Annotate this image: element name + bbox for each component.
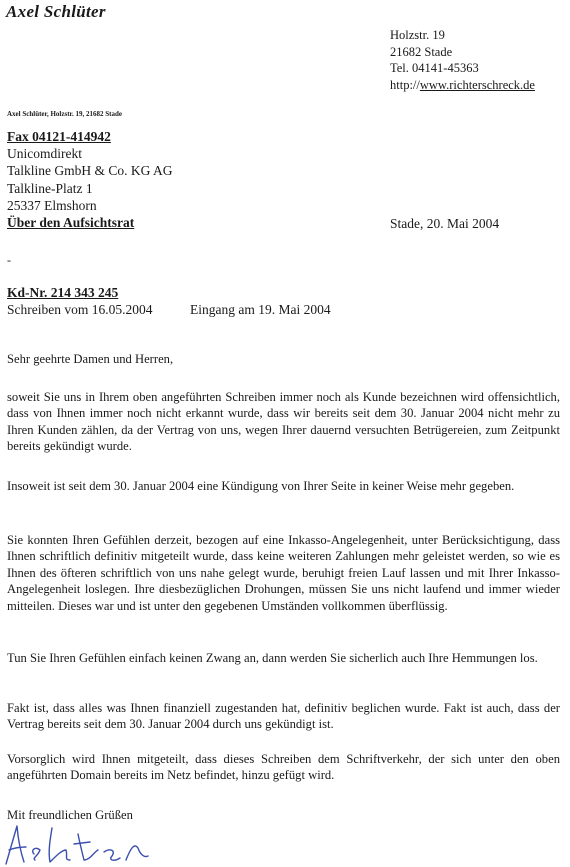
recipient-block (7, 128, 173, 231)
sender-name: Axel Schlüter (6, 2, 106, 21)
recipient-fax: Fax 04121-414942 (7, 129, 111, 144)
dash-mark: - (7, 253, 11, 267)
received-date: Eingang am 19. Mai 2004 (190, 302, 331, 317)
letter-of-date: Schreiben vom 16.05.2004 (7, 302, 153, 317)
body-paragraph: Fakt ist, dass alles was Ihnen finanziell zugestanden hat, definitiv beglichen wurde. Fakt ist auch, dass der Vertrag bereits seit dem 30. Januar 2004 durch uns gekündigt ist. (7, 701, 560, 732)
letter-date: Stade, 20. Mai 2004 (390, 216, 500, 231)
recipient-line: Talkline GmbH & Co. KG AG (7, 163, 173, 179)
body-paragraph: Tun Sie Ihren Gefühlen einfach keinen Zwang an, dann werden Sie sicherlich auch Ihre Hemmungen los. (7, 651, 538, 665)
recipient-line: Talkline-Platz 1 (7, 180, 93, 196)
sender-phone: Tel. 04141-45363 (390, 61, 479, 75)
website-link[interactable]: www.richterschreck.de (419, 77, 535, 92)
salutation: Sehr geehrte Damen und Herren, (7, 352, 174, 366)
return-address-line: Axel Schlüter, Holzstr. 19, 21682 Stade (7, 110, 122, 118)
customer-number: Kd-Nr. 214 343 245 (7, 285, 119, 300)
recipient-line: Unicomdirekt (7, 146, 82, 162)
website-prefix: http:// (390, 77, 420, 92)
recipient-line: 25337 Elmshorn (7, 197, 97, 213)
sender-address (390, 27, 535, 93)
closing: Mit freundlichen Grüßen (7, 808, 133, 822)
sender-city: 21682 Stade (390, 44, 453, 59)
body-paragraph: soweit Sie uns in Ihrem oben angeführten Schreiben immer noch als Kunde bezeichnen wird offensichtlich, dass von Ihnen immer noch nicht erkannt wurde, dass wir bereits seit dem 30. Januar 2004 nicht mehr zu Ihren Kunden zählen, da der Vertrag von uns, wegen Ihrer dauernd versuchten Betrügereien, zum Zeitpunkt bereits gekündigt wurde. (7, 390, 560, 454)
sender-street: Holzstr. 19 (390, 28, 445, 42)
recipient-attention: Über den Aufsichtsrat (7, 215, 135, 231)
handwritten-signature (0, 820, 150, 867)
body-paragraph: Vorsorglich wird Ihnen mitgeteilt, dass dieses Schreiben dem Schriftverkehr, der sich unter den oben angeführten Domain bereits im Netz befindet, hinzu gefügt wird. (7, 752, 560, 783)
sender-website (390, 77, 535, 94)
body-paragraph: Sie konnten Ihren Gefühlen derzeit, bezogen auf eine Inkasso-Angelegenheit, unter Berücksichtigung, dass Ihnen schriftlich definitiv mitgeteilt wurde, dass keine weiteren Zahlungen mehr geleistet werden, so wie es Ihnen des öfteren schriftlich von uns nahe gelegt wurde, beruhigt freien Lauf lassen und mit Ihrer Inkasso-Angelegenheit loslegen. Ihre diesbezüglichen Drohungen, müssen Sie uns nicht laufend und immer wieder mitteilen. Dieses war und ist unter den gegebenen Umständen vollkommen überflüssig. (7, 533, 560, 613)
body-paragraph: Insoweit ist seit dem 30. Januar 2004 eine Kündigung von Ihrer Seite in keiner Weise mehr gegeben. (7, 479, 515, 493)
reference-line (7, 302, 331, 318)
